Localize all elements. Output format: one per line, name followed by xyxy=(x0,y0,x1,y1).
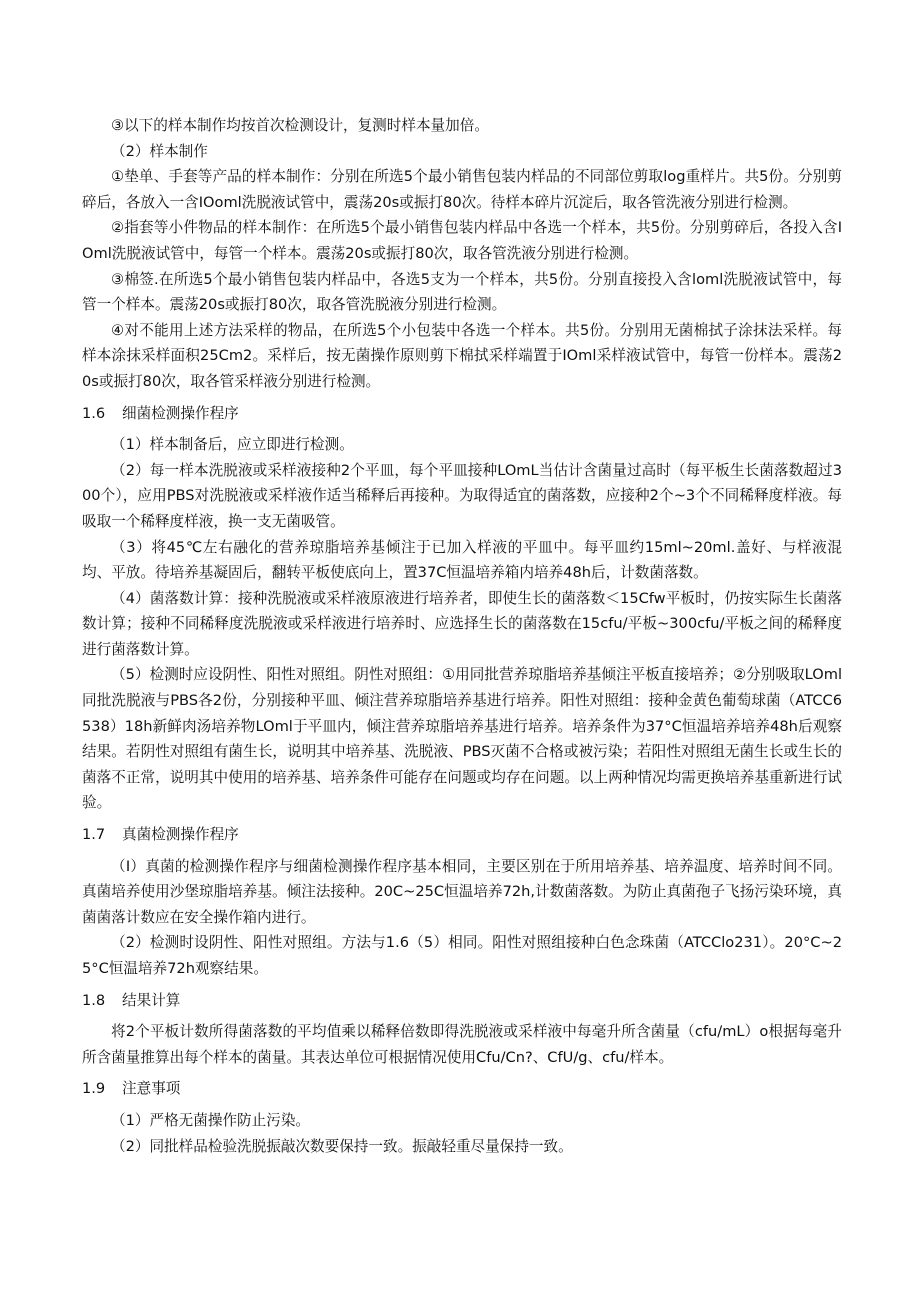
section-number: 1.9 xyxy=(82,1080,106,1098)
section-title: 结果计算 xyxy=(122,991,181,1009)
paragraph-1-7-2: （2）检测时设阴性、阳性对照组。方法与1.6（5）相同。阳性对照组接种白色念珠菌（ATCClo231）。20°C~25°C恒温培养72h观察结果。 xyxy=(82,934,842,977)
section-title: 细菌检测操作程序 xyxy=(122,404,239,422)
paragraph-sample-prep-3: ③棉签.在所选5个最小销售包装内样品中，各选5支为一个样本，共5份。分别直接投入含loml洗脱液试管中，每管一个样本。震荡20s或振打80次，取各管洗脱液分别进行检测。 xyxy=(82,270,842,314)
paragraph-1-6-3: （3）将45℃左右融化的营养琼脂培养基倾注于已加入样液的平皿中。每平皿约15ml~20ml.盖好、与样液混均、平放。待培养基凝固后，翻转平板使底向上，置37C恒温培养箱内培养48h后，计数菌落数。 xyxy=(82,538,842,582)
paragraph-sample-note: ③以下的样本制作均按首次检测设计，复测时样本量加倍。 xyxy=(111,117,489,134)
section-title: 注意事项 xyxy=(122,1080,181,1098)
section-number: 1.6 xyxy=(82,404,106,422)
section-number: 1.7 xyxy=(82,826,106,844)
paragraph-1-8-1: 将2个平板计数所得菌落数的平均值乘以稀释倍数即得洗脱液或采样液中每毫升所含菌量（cfu∕mL）o根据每毫升所含菌量推算出每个样本的菌量。其表达单位可根据情况使用Cfu/Cn?、CfU/g、cfu∕样本。 xyxy=(82,1023,842,1066)
paragraph-sample-prep-heading: （2）样本制作 xyxy=(111,142,208,160)
paragraph-1-6-2: （2）每一样本洗脱液或采样液接种2个平皿，每个平皿接种LOmL当估计含菌量过高时（每平板生长菌落数超过300个），应用PBS对洗脱液或采样液作适当稀释后再接种。为取得适宜的菌落数，应接种2个~3个不同稀释度样液。每吸取一个稀释度样液，换一支无菌吸管。 xyxy=(82,461,842,530)
section-number: 1.8 xyxy=(82,991,106,1009)
paragraph-1-6-4: （4）菌落数计算：接种洗脱液或采样液原液进行培养者，即使生长的菌落数＜15Cfw平板时，仍按实际生长菌落数计算；接种不同稀释度洗脱液或采样液进行培养时、应选择生长的菌落数在15cfu∕平板~300cfu∕平板之间的稀释度进行菌落数计算。 xyxy=(82,589,842,658)
section-heading-1-7 xyxy=(82,822,842,848)
paragraph-sample-prep-4: ④对不能用上述方法采样的物品，在所选5个小包装中各选一个样本。共5份。分别用无菌棉拭子涂抹法采样。每样本涂抹采样面积25Cm2。采样后，按无菌操作原则剪下棉拭采样端置于IOml采样液试管中，每管一份样本。震荡20s或振打80次，取各管采样液分别进行检测。 xyxy=(82,321,842,390)
paragraph-1-7-1: （I）真菌的检测操作程序与细菌检测操作程序基本相同，主要区别在于所用培养基、培养温度、培养时间不同。真菌培养使用沙堡琼脂培养基。倾注法接种。20C~25C恒温培养72h,计数菌落数。为防止真菌孢子飞扬污染环境，真菌菌落计数应在安全操作箱内进行。 xyxy=(82,857,842,926)
document-body xyxy=(82,113,842,1159)
section-title: 真菌检测操作程序 xyxy=(122,826,239,844)
paragraph-sample-prep-2: ②指套等小件物品的样本制作：在所选5个最小销售包装内样品中各选一个样本，共5份。分别剪碎后，各投入含IOml洗脱液试管中，每管一个样本。震荡20s或振打80次，取各管洗液分别进行检测。 xyxy=(82,219,842,262)
paragraph-sample-prep-1: ①垫单、手套等产品的样本制作：分别在所选5个最小销售包装内样品的不同部位剪取log重样片。共5份。分别剪碎后，各放入一含IOoml洗脱液试管中，震荡20s或振打80次。待样本碎片沉淀后，取各管洗液分别进行检测。 xyxy=(82,168,842,211)
section-heading-1-6 xyxy=(82,401,842,427)
paragraph-1-6-5: （5）检测时应设阴性、阳性对照组。阴性对照组：①用同批营养琼脂培养基倾注平板直接培养；②分别吸取LOml同批洗脱液与PBS各2份，分别接种平皿、倾注营养琼脂培养基进行培养。阳性对照组：接种金黄色葡萄球菌（ATCC6538）18h新鲜肉汤培养物LOml于平皿内，倾注营养琼脂培养基进行培养。培养条件为37°C恒温培养培养48h后观察结果。若阴性对照组有菌生长，说明其中培养基、洗脱液、PBS灭菌不合格或被污染；若阳性对照组无菌生长或生长的菌落不正常，说明其中使用的培养基、培养条件可能存在问题或均存在问题。以上两种情况均需更换培养基重新进行试验。 xyxy=(82,666,842,812)
section-heading-1-9 xyxy=(82,1076,842,1102)
paragraph-1-9-2: （2）同批样品检验洗脱振敲次数要保持一致。振敲轻重尽量保持一致。 xyxy=(111,1137,573,1155)
paragraph-1-9-1: （1）严格无菌操作防止污染。 xyxy=(111,1111,311,1129)
paragraph-1-6-1: （1）样本制备后，应立即进行检测。 xyxy=(111,436,354,454)
section-heading-1-8 xyxy=(82,988,842,1014)
